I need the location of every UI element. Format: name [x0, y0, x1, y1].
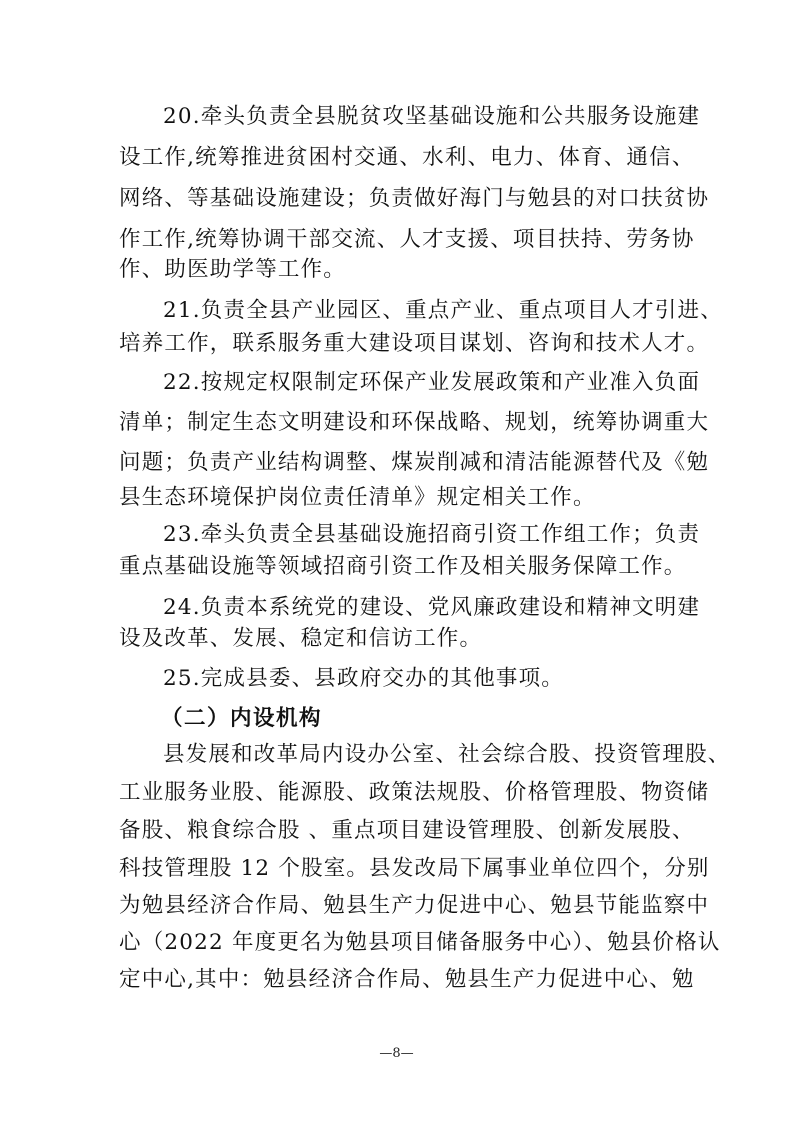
- text-line-13: 重点基础设施等领域招商引资工作及相关服务保障工作。: [119, 554, 687, 579]
- text-line-19: 工业服务业股、能源股、政策法规股、价格管理股、物资储: [119, 780, 710, 805]
- text-line-7: 培养工作，联系服务重大建设项目谋划、咨询和技术人才。: [119, 331, 710, 356]
- text-line-10: 问题；负责产业结构调整、煤炭削减和清洁能源替代及《勉: [119, 450, 710, 475]
- text-line-1: 20.牵头负责全县脱贫攻坚基础设施和公共服务设施建: [163, 104, 701, 129]
- text-line-21: 科技管理股 12 个股室。县发改局下属事业单位四个，分别: [119, 856, 710, 881]
- text-line-24: 定中心,其中：勉县经济合作局、勉县生产力促进中心、勉: [119, 967, 695, 992]
- text-line-23: 心（2022 年度更名为勉县项目储备服务中心）、勉县价格认: [119, 930, 721, 955]
- text-line-8: 22.按规定权限制定环保产业发展政策和产业准入负面: [163, 370, 701, 395]
- text-line-3: 网络、等基础设施建设；负责做好海门与勉县的对口扶贫协: [119, 186, 710, 211]
- text-line-4: 作工作,统筹协调干部交流、人才支援、项目扶持、劳务协: [119, 227, 695, 252]
- text-line-11: 县生态环境保护岗位责任清单》规定相关工作。: [119, 485, 596, 510]
- page-number: —8—: [379, 1046, 414, 1061]
- text-line-22: 为勉县经济合作局、勉县生产力促进中心、勉县节能监察中: [119, 893, 710, 918]
- text-line-9: 清单；制定生态文明建设和环保战略、规划，统筹协调重大: [119, 410, 710, 435]
- text-line-2: 设工作,统筹推进贫困村交通、水利、电力、体育、通信、: [119, 145, 695, 170]
- section-heading: （二）内设机构: [161, 706, 323, 731]
- text-line-15: 设及改革、发展、稳定和信访工作。: [119, 626, 483, 651]
- text-line-5: 作、助医助学等工作。: [119, 257, 347, 282]
- text-line-12: 23.牵头负责全县基础设施招商引资工作组工作；负责: [163, 522, 701, 547]
- text-line-14: 24.负责本系统党的建设、党风廉政建设和精神文明建: [163, 595, 701, 620]
- text-line-16: 25.完成县委、县政府交办的其他事项。: [163, 666, 564, 691]
- text-line-6: 21.负责全县产业园区、重点产业、重点项目人才引进、: [163, 298, 723, 323]
- text-line-20: 备股、粮食综合股 、重点项目建设管理股、创新发展股、: [119, 818, 695, 843]
- text-line-18: 县发展和改革局内设办公室、社会综合股、投资管理股、: [163, 742, 731, 767]
